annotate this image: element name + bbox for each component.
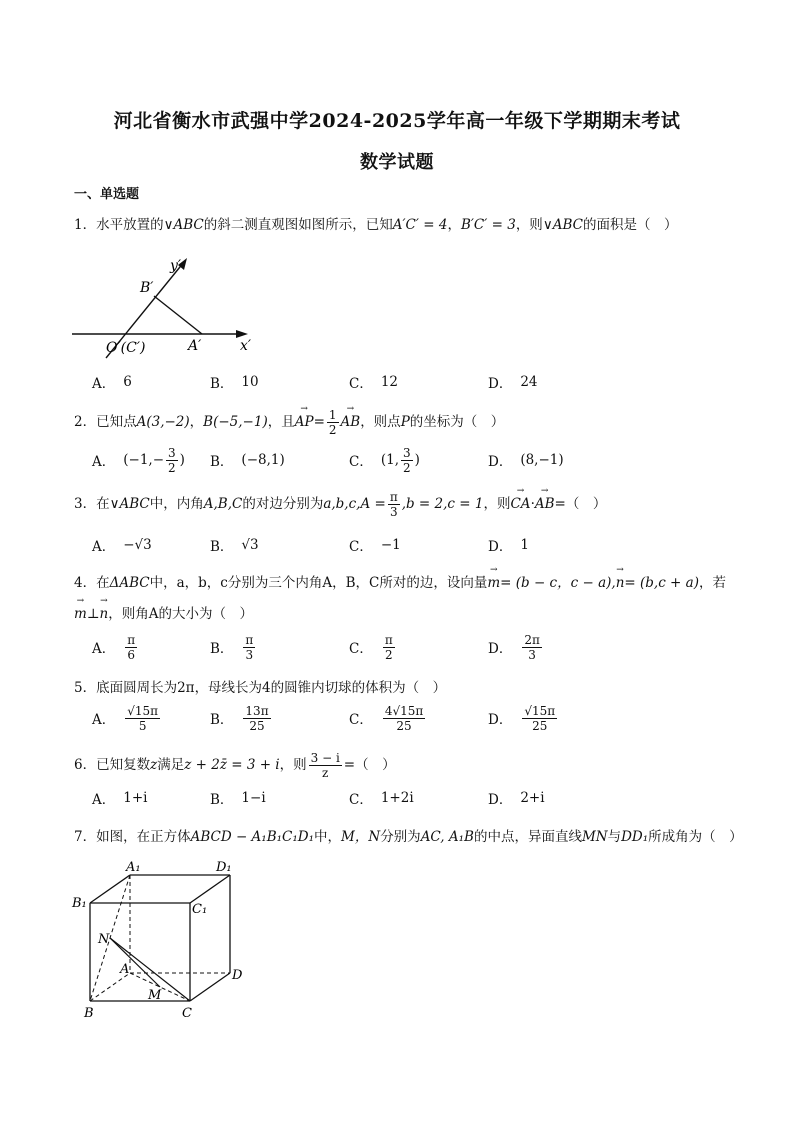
vector-m: → m bbox=[74, 606, 87, 622]
edge-b1-a1 bbox=[90, 875, 130, 903]
label-d1: D₁ bbox=[216, 860, 232, 875]
label-origin: O′(C′) bbox=[106, 340, 146, 356]
option-b[interactable]: B． 1−i bbox=[210, 790, 266, 808]
label-y-prime: y′ bbox=[170, 258, 182, 274]
option-d[interactable]: D． 24 bbox=[488, 374, 538, 392]
option-d[interactable]: D． 1 bbox=[488, 537, 529, 555]
question-2-options bbox=[92, 445, 652, 475]
question-1-stem: 1．水平放置的∨ABC的斜二测直观图如图所示，已知A′C′ = 4，B′C′ = 3，则∨ABC的面积是（ ） bbox=[74, 217, 678, 233]
option-a[interactable]: A． 1+i bbox=[92, 790, 148, 808]
vector-ab: → AB bbox=[341, 414, 361, 430]
exam-title: 河北省衡水市武强中学2024-2025学年高一年级下学期期末考试 bbox=[113, 110, 681, 132]
question-5-options bbox=[92, 703, 652, 733]
option-d[interactable]: D． $\frac{√15\pi}{25}$ bbox=[488, 703, 556, 733]
hidden-edge-b-a bbox=[90, 973, 130, 1001]
option-c[interactable]: C． 1+2i bbox=[349, 790, 414, 808]
label-c1: C₁ bbox=[192, 902, 208, 917]
option-c[interactable]: C． $\frac{4√15\pi}{25}$ bbox=[349, 703, 424, 733]
option-c[interactable]: C． −1 bbox=[349, 537, 401, 555]
option-d[interactable]: D． (8,−1) bbox=[488, 452, 564, 470]
option-a[interactable]: A． 6 bbox=[92, 374, 132, 392]
option-b[interactable]: B． 10 bbox=[210, 374, 259, 392]
question-7-stem: 7．如图，在正方体ABCD − A₁B₁C₁D₁中，M，N分别为AC, A₁B的中点，异面直线MN与DD₁所成角为（ ） bbox=[74, 829, 743, 845]
vector-m: → m bbox=[487, 575, 500, 591]
option-c[interactable]: C． (1, $\frac{3}{2}$ ) bbox=[349, 445, 420, 475]
segment-b-a bbox=[154, 296, 202, 334]
question-6-stem: 6．已知复数z满足z + 2z̄ = 3 + i，则 $\frac{3 - i}{z}$ =（ ） bbox=[74, 751, 396, 780]
vector-ca: → CA bbox=[510, 496, 530, 512]
option-d[interactable]: D． 2+i bbox=[488, 790, 545, 808]
question-1-options bbox=[92, 367, 652, 397]
question-2-stem: 2．已知点A(3,−2)，B(−5,−1)，且→ AP= $\frac{1}{2}$ → AB，则点P的坐标为（ ） bbox=[74, 408, 504, 437]
vector-ab: → AB bbox=[535, 496, 555, 512]
option-a[interactable]: A． (−1,− $\frac{3}{2}$ ) bbox=[92, 445, 185, 475]
label-c: C bbox=[182, 1006, 192, 1021]
question-1-figure bbox=[66, 246, 266, 364]
question-3-options bbox=[92, 530, 652, 560]
label-a-prime: A′ bbox=[188, 338, 202, 354]
option-d[interactable]: D． $\frac{2\pi}{3}$ bbox=[488, 632, 540, 662]
x-axis-arrow bbox=[236, 330, 248, 338]
vector-n: → n bbox=[616, 575, 625, 591]
option-c[interactable]: C． $\frac{\pi}{2}$ bbox=[349, 632, 393, 662]
question-4-stem-line-2: → m⊥→ n，则角A的大小为（ ） bbox=[74, 602, 253, 622]
label-n: N bbox=[98, 932, 110, 947]
edge-c-d bbox=[190, 973, 230, 1001]
label-x-prime: x′ bbox=[240, 338, 252, 354]
option-a[interactable]: A． $\frac{√15\pi}{5}$ bbox=[92, 703, 159, 733]
question-4-stem-line-1: 4．在ΔABC中，a，b，c分别为三个内角A，B，C所对的边，设向量→ m= (b − c，c − a),→ n= (b,c + a)，若 bbox=[74, 571, 726, 591]
label-d: D bbox=[232, 968, 243, 983]
vector-ap: → AP bbox=[295, 414, 314, 430]
question-3-stem: 3．在∨ABC中，内角A,B,C的对边分别为a,b,c,A = $\frac{\pi}{3}$ ,b = 2,c = 1，则→ CA·→ AB=（ ） bbox=[74, 490, 606, 519]
line-m-n bbox=[110, 938, 160, 987]
label-b-prime: B′ bbox=[140, 280, 154, 296]
fraction: $\frac{1}{2}$ bbox=[328, 408, 337, 437]
question-6-options bbox=[92, 783, 652, 813]
edge-c1-d1 bbox=[190, 875, 230, 903]
option-a[interactable]: A． −√3 bbox=[92, 537, 152, 555]
section-title: 一、单选题 bbox=[74, 187, 140, 202]
option-b[interactable]: B． √3 bbox=[210, 537, 259, 555]
fraction: $\frac{\pi}{3}$ bbox=[389, 490, 398, 519]
question-5-stem: 5．底面圆周长为2π，母线长为4的圆锥内切球的体积为（ ） bbox=[74, 680, 447, 696]
exam-subtitle: 数学试题 bbox=[360, 152, 434, 173]
question-7-cube-figure bbox=[70, 855, 260, 1025]
vector-n: → n bbox=[100, 606, 109, 622]
label-a1: A₁ bbox=[126, 860, 141, 875]
label-b1: B₁ bbox=[72, 896, 87, 911]
label-b: B bbox=[84, 1006, 94, 1021]
question-4-options bbox=[92, 632, 652, 662]
option-b[interactable]: B． (−8,1) bbox=[210, 452, 285, 470]
label-a: A bbox=[120, 962, 130, 977]
option-a[interactable]: A． $\frac{\pi}{6}$ bbox=[92, 632, 136, 662]
option-b[interactable]: B． $\frac{13\pi}{25}$ bbox=[210, 703, 269, 733]
label-m: M bbox=[148, 988, 162, 1003]
option-c[interactable]: C． 12 bbox=[349, 374, 399, 392]
fraction: $\frac{3 - i}{z}$ bbox=[310, 751, 340, 780]
option-b[interactable]: B． $\frac{\pi}{3}$ bbox=[210, 632, 254, 662]
